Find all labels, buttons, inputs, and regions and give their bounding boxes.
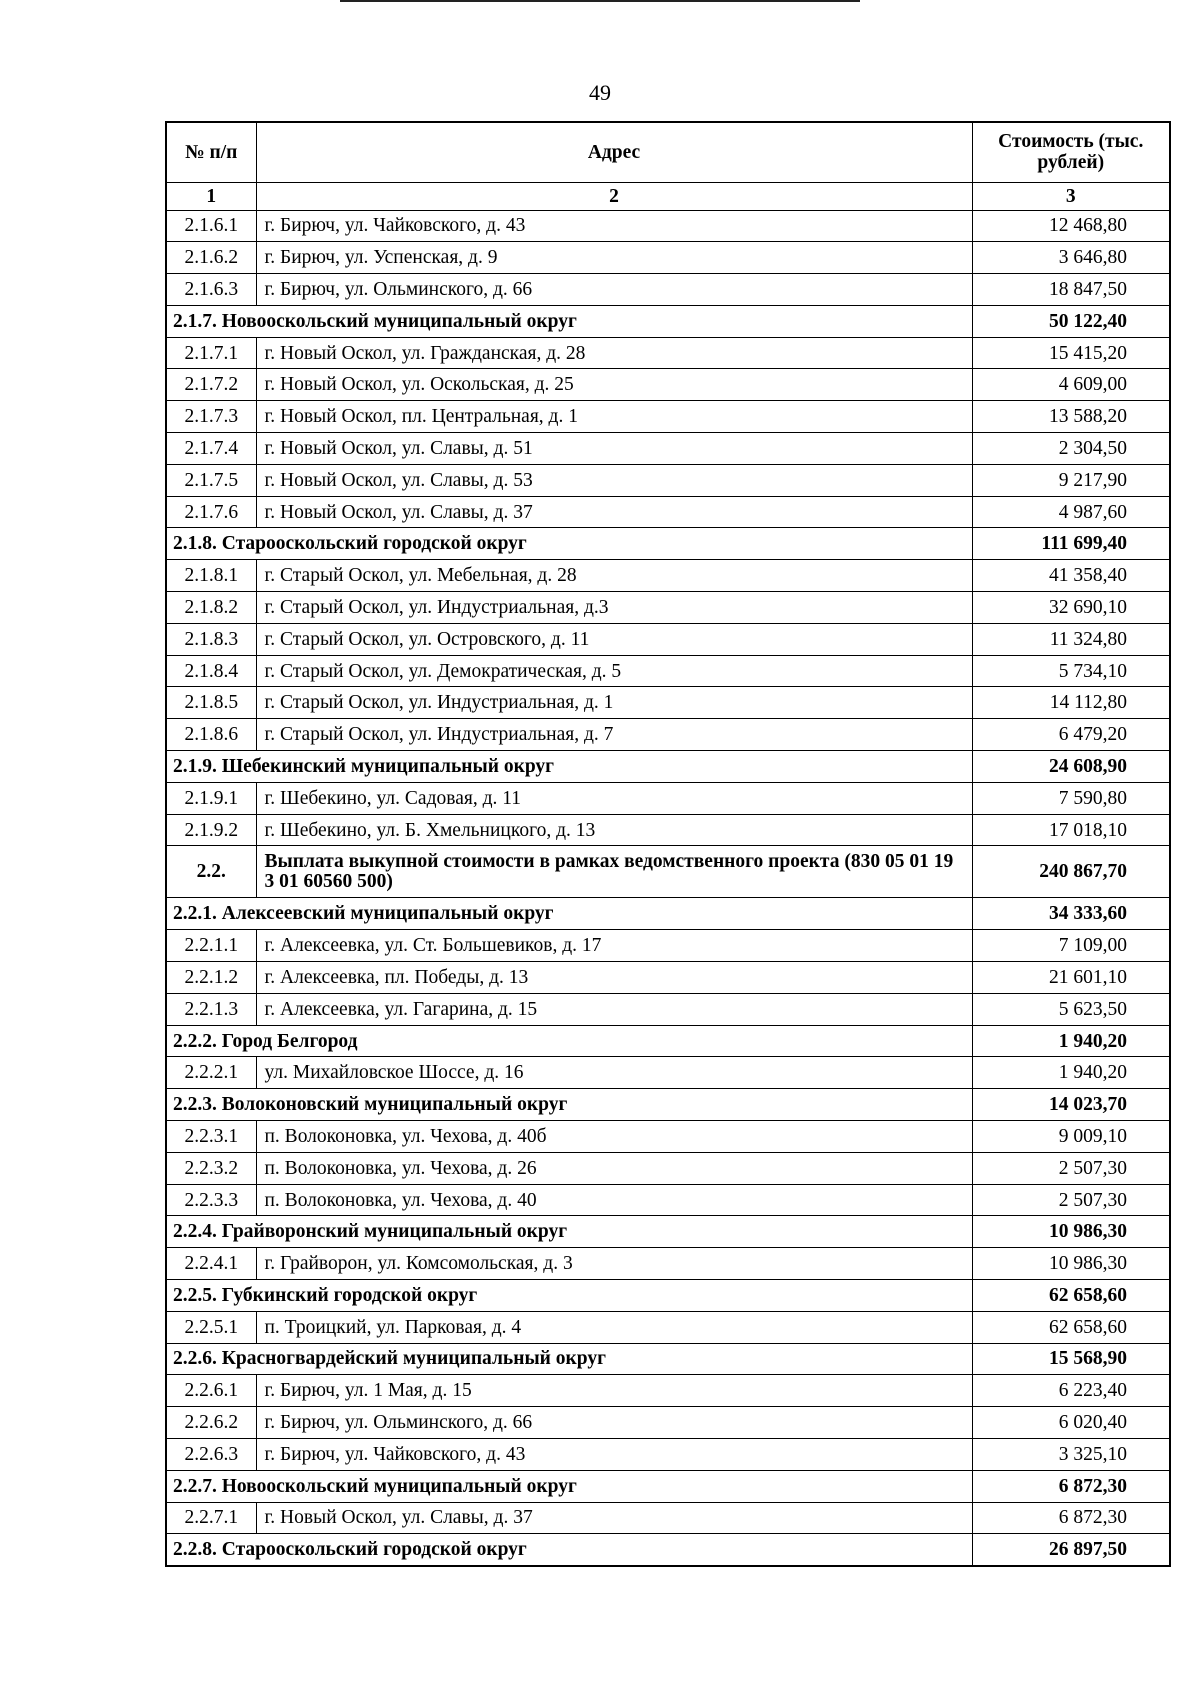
table-index-row [166,182,1170,210]
row-cost: 2 507,30 [972,1184,1170,1216]
section-title: 2.2.6. Красногвардейский муниципальный округ [166,1343,972,1375]
row-number: 2.1.8.6 [166,719,256,751]
table-row [166,1248,1170,1280]
section-row [166,305,1170,337]
table-row [166,592,1170,624]
row-address: г. Новый Оскол, ул. Славы, д. 37 [256,496,972,528]
row-address: г. Бирюч, ул. 1 Мая, д. 15 [256,1375,972,1407]
section-row [166,1025,1170,1057]
section-title: 2.2.2. Город Белгород [166,1025,972,1057]
section-row [166,1089,1170,1121]
row-number: 2.1.8.3 [166,623,256,655]
section-cost: 62 658,60 [972,1280,1170,1312]
group-row [166,846,1170,898]
row-number: 2.1.8.1 [166,560,256,592]
row-cost: 15 415,20 [972,337,1170,369]
table-row [166,962,1170,994]
row-number: 2.2.7.1 [166,1502,256,1534]
section-row [166,1216,1170,1248]
row-address: Выплата выкупной стоимости в рамках ведомственного проекта (830 05 01 19 3 01 60560 500) [256,846,972,898]
section-title: 2.2.3. Волоконовский муниципальный округ [166,1089,972,1121]
index-col-2: 2 [256,182,972,210]
row-cost: 32 690,10 [972,592,1170,624]
row-number: 2.2.4.1 [166,1248,256,1280]
table-row [166,993,1170,1025]
table-row [166,464,1170,496]
row-cost: 9 217,90 [972,464,1170,496]
section-row [166,898,1170,930]
table-row [166,814,1170,846]
row-cost: 11 324,80 [972,623,1170,655]
row-address: г. Старый Оскол, ул. Демократическая, д. 5 [256,655,972,687]
section-title: 2.1.8. Старооскольский городской округ [166,528,972,560]
row-cost: 6 020,40 [972,1407,1170,1439]
section-title: 2.2.8. Старооскольский городской округ [166,1534,972,1566]
table-row [166,1438,1170,1470]
section-row [166,528,1170,560]
row-cost: 3 646,80 [972,242,1170,274]
header-cost: Стоимость (тыс. рублей) [972,122,1170,182]
table-row [166,496,1170,528]
table-row [166,560,1170,592]
row-number: 2.2.1.1 [166,930,256,962]
row-address: г. Шебекино, ул. Б. Хмельницкого, д. 13 [256,814,972,846]
row-address: г. Новый Оскол, пл. Центральная, д. 1 [256,401,972,433]
section-cost: 10 986,30 [972,1216,1170,1248]
table-row [166,1057,1170,1089]
table-row [166,1152,1170,1184]
row-cost: 7 109,00 [972,930,1170,962]
page-number: 49 [589,80,611,105]
section-row [166,1534,1170,1566]
row-address: ул. Михайловское Шоссе, д. 16 [256,1057,972,1089]
row-address: г. Бирюч, ул. Чайковского, д. 43 [256,210,972,242]
row-address: п. Троицкий, ул. Парковая, д. 4 [256,1311,972,1343]
row-number: 2.2.3.3 [166,1184,256,1216]
table-row [166,1502,1170,1534]
section-cost: 111 699,40 [972,528,1170,560]
row-cost: 17 018,10 [972,814,1170,846]
row-address: г. Старый Оскол, ул. Индустриальная, д.3 [256,592,972,624]
row-address: п. Волоконовка, ул. Чехова, д. 40 [256,1184,972,1216]
row-address: г. Бирюч, ул. Чайковского, д. 43 [256,1438,972,1470]
row-cost: 7 590,80 [972,782,1170,814]
section-cost: 26 897,50 [972,1534,1170,1566]
cost-table [165,121,1171,1567]
row-cost: 4 609,00 [972,369,1170,401]
row-address: г. Грайворон, ул. Комсомольская, д. 3 [256,1248,972,1280]
table-row [166,242,1170,274]
row-cost: 12 468,80 [972,210,1170,242]
section-title: 2.2.5. Губкинский городской округ [166,1280,972,1312]
row-number: 2.1.6.3 [166,274,256,306]
row-address: г. Алексеевка, пл. Победы, д. 13 [256,962,972,994]
table-row [166,433,1170,465]
section-cost: 24 608,90 [972,751,1170,783]
row-number: 2.1.8.2 [166,592,256,624]
row-cost: 6 872,30 [972,1502,1170,1534]
index-col-3: 3 [972,182,1170,210]
row-number: 2.2.6.2 [166,1407,256,1439]
row-cost: 2 507,30 [972,1152,1170,1184]
row-number: 2.2. [166,846,256,898]
row-number: 2.2.1.2 [166,962,256,994]
section-title: 2.2.1. Алексеевский муниципальный округ [166,898,972,930]
table-row [166,369,1170,401]
row-address: г. Старый Оскол, ул. Островского, д. 11 [256,623,972,655]
table-row [166,401,1170,433]
row-number: 2.1.7.4 [166,433,256,465]
table-body [166,210,1170,1566]
row-address: г. Старый Оскол, ул. Индустриальная, д. 1 [256,687,972,719]
row-cost: 21 601,10 [972,962,1170,994]
section-row [166,751,1170,783]
table-row [166,1184,1170,1216]
header-address: Адрес [256,122,972,182]
row-number: 2.1.7.6 [166,496,256,528]
section-cost: 6 872,30 [972,1470,1170,1502]
section-title: 2.1.7. Новооскольский муниципальный округ [166,305,972,337]
section-title: 2.2.7. Новооскольский муниципальный округ [166,1470,972,1502]
row-number: 2.1.7.3 [166,401,256,433]
row-address: г. Бирюч, ул. Успенская, д. 9 [256,242,972,274]
table-row [166,1375,1170,1407]
row-cost: 14 112,80 [972,687,1170,719]
table-row [166,930,1170,962]
row-cost: 62 658,60 [972,1311,1170,1343]
row-address: г. Бирюч, ул. Ольминского, д. 66 [256,274,972,306]
section-title: 2.2.4. Грайворонский муниципальный округ [166,1216,972,1248]
row-number: 2.1.7.2 [166,369,256,401]
row-cost: 4 987,60 [972,496,1170,528]
row-number: 2.2.6.3 [166,1438,256,1470]
row-cost: 9 009,10 [972,1121,1170,1153]
row-cost: 5 623,50 [972,993,1170,1025]
row-cost: 18 847,50 [972,274,1170,306]
row-cost: 1 940,20 [972,1057,1170,1089]
row-address: г. Алексеевка, ул. Ст. Большевиков, д. 17 [256,930,972,962]
table-row [166,655,1170,687]
table-row [166,719,1170,751]
section-cost: 15 568,90 [972,1343,1170,1375]
row-cost: 240 867,70 [972,846,1170,898]
row-number: 2.1.9.2 [166,814,256,846]
row-number: 2.1.8.4 [166,655,256,687]
row-address: п. Волоконовка, ул. Чехова, д. 26 [256,1152,972,1184]
section-row [166,1470,1170,1502]
section-cost: 14 023,70 [972,1089,1170,1121]
section-cost: 50 122,40 [972,305,1170,337]
table-row [166,274,1170,306]
table-row [166,1121,1170,1153]
row-cost: 13 588,20 [972,401,1170,433]
table-row [166,687,1170,719]
row-cost: 3 325,10 [972,1438,1170,1470]
row-number: 2.1.7.1 [166,337,256,369]
table-row [166,1311,1170,1343]
row-cost: 5 734,10 [972,655,1170,687]
row-number: 2.2.5.1 [166,1311,256,1343]
row-address: г. Новый Оскол, ул. Славы, д. 53 [256,464,972,496]
row-number: 2.1.7.5 [166,464,256,496]
table-row [166,337,1170,369]
scan-top-edge-marks [340,0,860,6]
row-number: 2.1.6.1 [166,210,256,242]
index-col-1: 1 [166,182,256,210]
section-title: 2.1.9. Шебекинский муниципальный округ [166,751,972,783]
row-number: 2.2.6.1 [166,1375,256,1407]
table-row [166,782,1170,814]
row-number: 2.1.6.2 [166,242,256,274]
section-row [166,1343,1170,1375]
row-cost: 6 223,40 [972,1375,1170,1407]
row-address: г. Новый Оскол, ул. Оскольская, д. 25 [256,369,972,401]
row-cost: 6 479,20 [972,719,1170,751]
section-row [166,1280,1170,1312]
row-number: 2.2.1.3 [166,993,256,1025]
row-number: 2.1.9.1 [166,782,256,814]
row-address: г. Бирюч, ул. Ольминского, д. 66 [256,1407,972,1439]
row-number: 2.1.8.5 [166,687,256,719]
row-address: г. Старый Оскол, ул. Индустриальная, д. 7 [256,719,972,751]
row-address: г. Новый Оскол, ул. Гражданская, д. 28 [256,337,972,369]
row-address: г. Новый Оскол, ул. Славы, д. 51 [256,433,972,465]
row-number: 2.2.3.2 [166,1152,256,1184]
table-row [166,623,1170,655]
row-address: п. Волоконовка, ул. Чехова, д. 40б [256,1121,972,1153]
table-row [166,210,1170,242]
table-header-row [166,122,1170,182]
row-number: 2.2.2.1 [166,1057,256,1089]
row-address: г. Новый Оскол, ул. Славы, д. 37 [256,1502,972,1534]
row-address: г. Старый Оскол, ул. Мебельная, д. 28 [256,560,972,592]
table-row [166,1407,1170,1439]
section-cost: 1 940,20 [972,1025,1170,1057]
row-address: г. Шебекино, ул. Садовая, д. 11 [256,782,972,814]
row-cost: 41 358,40 [972,560,1170,592]
row-address: г. Алексеевка, ул. Гагарина, д. 15 [256,993,972,1025]
row-cost: 2 304,50 [972,433,1170,465]
section-cost: 34 333,60 [972,898,1170,930]
row-cost: 10 986,30 [972,1248,1170,1280]
row-number: 2.2.3.1 [166,1121,256,1153]
header-number: № п/п [166,122,256,182]
